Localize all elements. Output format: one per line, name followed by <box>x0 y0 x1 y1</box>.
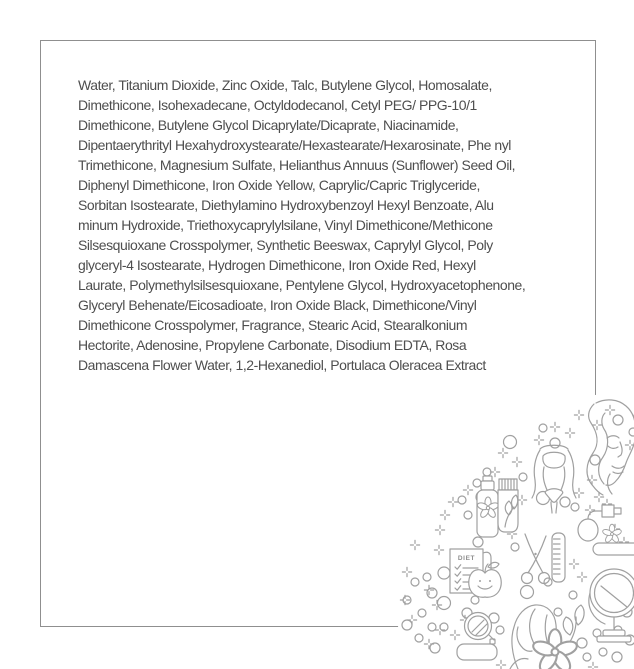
ingredients-line: Silsesquioxane Crosspolymer, Synthetic Beeswax, Caprylyl Glycol, Poly <box>78 237 493 253</box>
ingredients-line: Diphenyl Dimethicone, Iron Oxide Yellow, Caprylic/Capric Triglyceride, <box>78 177 480 193</box>
comb-icon <box>552 533 565 582</box>
ingredients-line: Dimethicone, Butylene Glycol Dicaprylate/Dicaprate, Niacinamide, <box>78 117 459 133</box>
ingredients-line: Water, Titanium Dioxide, Zinc Oxide, Talc, Butylene Glycol, Homosalate, <box>78 77 492 93</box>
ingredient-list <box>78 75 525 375</box>
standing-mirror-icon <box>589 569 634 642</box>
ingredients-line: Glyceryl Behenate/Eicosadioate, Iron Oxide Black, Dimethicone/Vinyl <box>78 297 477 313</box>
ingredients-line: Sorbitan Isostearate, Diethylamino Hydroxybenzoyl Hexyl Benzoate, Alu <box>78 197 494 213</box>
beauty-icons-illustration <box>397 387 634 669</box>
ingredients-line: Damascena Flower Water, 1,2-Hexanediol, Portulaca Oleracea Extract <box>78 357 486 373</box>
diet-label: DIET <box>457 555 476 562</box>
cosmetic-tube-icon <box>498 479 518 532</box>
decorative-dots <box>402 415 634 662</box>
ingredients-line: Dimethicone, Isohexadecane, Octyldodecanol, Cetyl PEG/ PPG-10/1 <box>78 97 477 113</box>
ingredients-line: Trimethicone, Magnesium Sulfate, Helianthus Annuus (Sunflower) Seed Oil, <box>78 157 516 173</box>
scissors-icon <box>522 534 550 584</box>
ingredients-line: Laurate, Polymethylsilsesquioxane, Pentylene Glycol, Hydroxyacetophenone, <box>78 277 526 293</box>
ingredients-line: glyceryl-4 Isostearate, Hydrogen Dimethicone, Iron Oxide Red, Hexyl <box>78 257 476 273</box>
ingredients-line: minum Hydroxide, Triethoxycaprylylsilane, Vinyl Dimethicone/Methicone <box>78 217 493 233</box>
perfume-atomizer-icon <box>578 505 634 555</box>
ingredients-line: Dimethicone Crosspolymer, Fragrance, Stearic Acid, Stearalkonium <box>78 317 468 333</box>
ingredients-line: Hectorite, Adenosine, Propylene Carbonate, Disodium EDTA, Rosa <box>78 337 467 353</box>
ingredients-line: Dipentaerythrityl Hexahydroxystearate/Hexastearate/Hexarosinate, Phe nyl <box>78 137 511 153</box>
flower-icon <box>531 629 578 669</box>
